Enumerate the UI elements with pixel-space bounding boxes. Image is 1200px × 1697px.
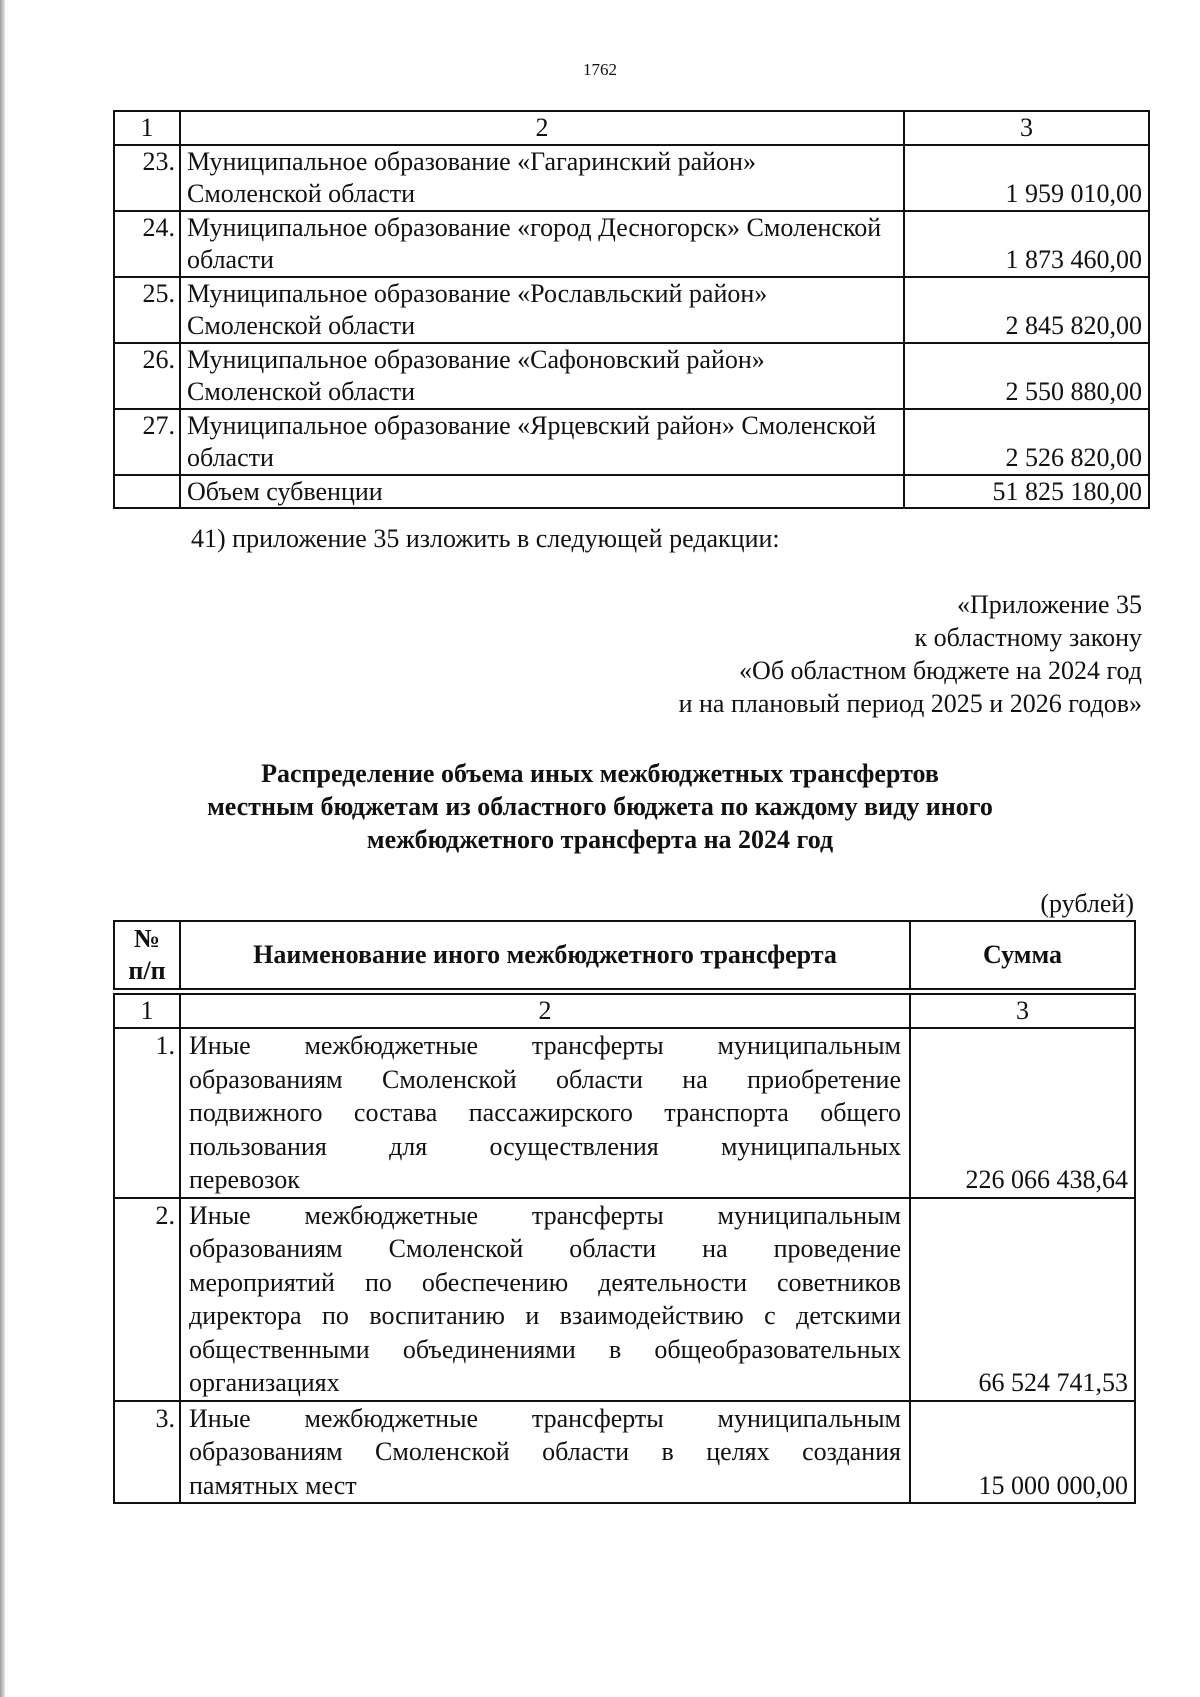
appendix-line: «Об областном бюджете на 2024 год [739, 656, 1142, 685]
name-line: Иные межбюджетные трансферты муниципальным [189, 1031, 901, 1060]
appendix-line: «Приложение 35 [956, 590, 1142, 619]
row-sum: 2 526 820,00 [904, 409, 1149, 475]
title-line: местным бюджетам из областного бюджета по каждому виду иного [207, 792, 993, 821]
row-sum: 15 000 000,00 [910, 1401, 1135, 1504]
name-line: мероприятий по обеспечению деятельности советников [189, 1267, 901, 1297]
row-sum: 2 550 880,00 [904, 343, 1149, 409]
name-line: Муниципальное образование «Сафоновский район» [187, 345, 765, 374]
column-number: 3 [904, 111, 1149, 145]
total-row [114, 475, 1149, 508]
name-line: Муниципальное образование «Ярцевский район» Смоленской [187, 411, 877, 440]
header-num-line: п/п [128, 956, 166, 985]
table-row [114, 277, 1149, 343]
header-name: Наименование иного межбюджетного трансферта [180, 921, 910, 989]
row-number: 1. [114, 1028, 180, 1198]
name-line: Смоленской области [187, 377, 416, 406]
name-line: Муниципальное образование «Рославльский район» [187, 279, 768, 308]
subvention-table [113, 110, 1150, 509]
row-number: 26. [114, 343, 180, 409]
name-line: Иные межбюджетные трансферты муниципальным [189, 1403, 901, 1433]
column-number: 3 [910, 994, 1135, 1028]
row-number: 3. [114, 1401, 180, 1504]
name-line: Муниципальное образование «Гагаринский район» [187, 147, 756, 176]
header-num [114, 921, 180, 989]
title-line: Распределение объема иных межбюджетных трансфертов [261, 759, 939, 788]
name-line: пользования для осуществления муниципальных [189, 1131, 901, 1161]
table-row [114, 1028, 1135, 1198]
name-line: директора по воспитанию и взаимодействию с детскими [189, 1301, 901, 1330]
name-line: памятных мест [189, 1470, 357, 1500]
total-label: Объем субвенции [180, 475, 904, 508]
amendment-text: 41) приложение 35 изложить в следующей редакции: [191, 524, 780, 553]
column-number: 1 [114, 111, 180, 145]
column-number: 2 [180, 111, 904, 145]
column-numbers-row [114, 994, 1135, 1028]
transfers-table [113, 920, 1136, 1504]
name-line: образованиям Смоленской области на проведение [189, 1234, 901, 1263]
municipality-name [180, 211, 904, 277]
transfer-name [180, 1401, 910, 1504]
row-sum: 226 066 438,64 [910, 1028, 1135, 1198]
column-numbers-row [114, 111, 1149, 145]
row-number: 2. [114, 1198, 180, 1401]
row-sum: 1 959 010,00 [904, 145, 1149, 211]
header-sum: Сумма [910, 921, 1135, 989]
table-row [114, 1198, 1135, 1401]
row-number: 23. [114, 145, 180, 211]
municipality-name [180, 409, 904, 475]
row-sum: 2 845 820,00 [904, 277, 1149, 343]
name-line: Смоленской области [187, 179, 416, 208]
table-row [114, 145, 1149, 211]
name-line: перевозок [189, 1165, 300, 1194]
row-sum: 1 873 460,00 [904, 211, 1149, 277]
total-sum: 51 825 180,00 [904, 475, 1149, 508]
municipality-name [180, 277, 904, 343]
municipality-name [180, 343, 904, 409]
name-line: образованиям Смоленской области на приобретение [189, 1064, 901, 1094]
units-label: (рублей) [1040, 889, 1134, 918]
title-line: межбюджетного трансферта на 2024 год [366, 825, 834, 854]
municipality-name [180, 145, 904, 211]
name-line: образованиям Смоленской области в целях создания [189, 1437, 901, 1466]
transfer-name [180, 1028, 910, 1198]
header-row [114, 921, 1135, 989]
header-num-line: № [133, 924, 161, 953]
row-number: 27. [114, 409, 180, 475]
name-line: области [187, 245, 274, 274]
table-row [114, 1401, 1135, 1504]
name-line: Смоленской области [187, 311, 416, 340]
name-line: Муниципальное образование «город Десногорск» Смоленской [187, 213, 882, 242]
appendix-line: и на плановый период 2025 и 2026 годов» [678, 689, 1142, 718]
row-number: 25. [114, 277, 180, 343]
table-row [114, 343, 1149, 409]
name-line: Иные межбюджетные трансферты муниципальным [189, 1200, 901, 1230]
column-number: 2 [180, 994, 910, 1028]
page-number: 1762 [583, 60, 617, 79]
table-row [114, 409, 1149, 475]
table-row [114, 211, 1149, 277]
name-line: организациях [189, 1368, 340, 1397]
transfer-name [180, 1198, 910, 1401]
appendix-header [679, 588, 1142, 720]
name-line: области [187, 443, 274, 472]
appendix-line: к областному закону [914, 623, 1142, 652]
row-sum: 66 524 741,53 [910, 1198, 1135, 1401]
name-line: подвижного состава пассажирского транспорта общего [189, 1098, 901, 1127]
document-title [0, 757, 1200, 856]
column-number: 1 [114, 994, 180, 1028]
row-number: 24. [114, 211, 180, 277]
total-number-cell [114, 475, 180, 508]
name-line: общественными объединениями в общеобразовательных [189, 1334, 901, 1364]
